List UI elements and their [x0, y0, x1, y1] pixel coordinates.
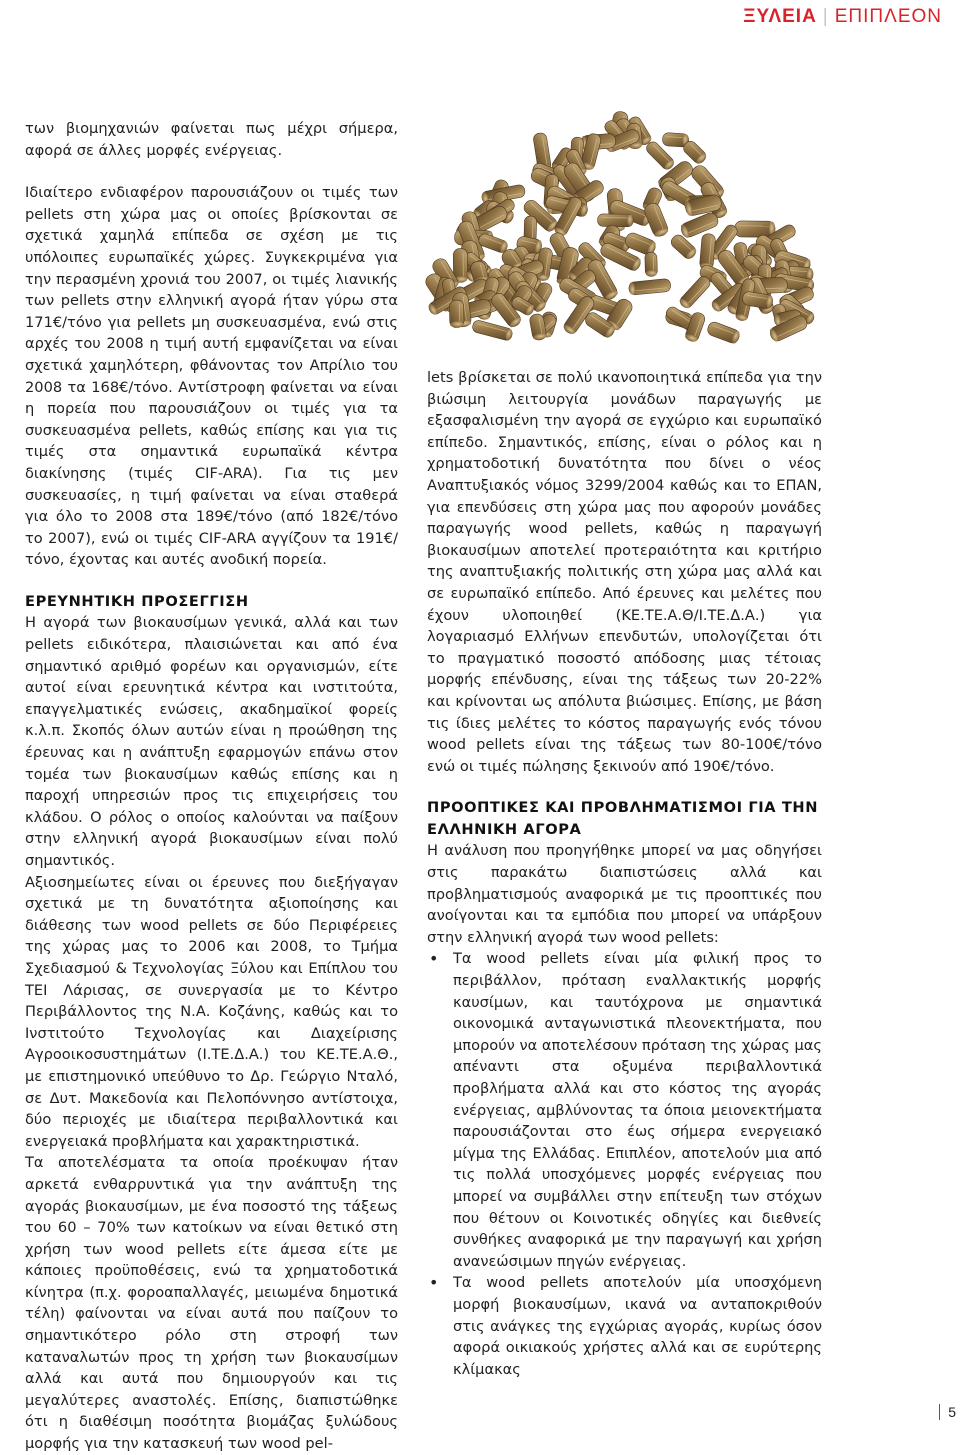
- paragraph: των βιομηχανιών φαίνεται πως μέχρι σήμερα, αφορά σε άλλες μορφές ενέργειας.: [25, 118, 398, 161]
- header-separator: |: [823, 6, 829, 27]
- right-column: [427, 367, 822, 1380]
- list-item: • Τα wood pellets είναι μία φιλική προς το περιβάλλον, πρόταση εναλλακτικής μορφής καυσίμων, και ταυτόχρονα με σημαντικά οικονομικά ανταγωνιστικά πλεονεκτήματα, που μπορούν να αποτελέσουν πρόταση της χώρας μας απέναντι στα οξυμένα περιβαλλοντικά προβλήματα αλλά και στο κόστος της αγοράς ενέργειας, αμβλύνοντας τα όποια μειονεκτήματα παρουσιάζονται στο έως σήμερα ενεργειακό μίγμα της Ελλάδας. Επιπλέον, αποτελούν μια από τις πολλά υποσχόμενες μορφές ενέργειας που μπορεί να συμβάλλει στην επίτευξη των στόχων που θέτουν οι Κοινοτικές οδηγίες και διεθνείς συνθήκες αναφορικά με την παραγωγή και χρήση ανανεώσιμων πηγών ενέργειας.: [427, 948, 822, 1272]
- section-name: ΞΥΛΕΙΑ: [743, 6, 817, 27]
- running-header: [743, 6, 942, 28]
- paragraph: Ιδιαίτερο ενδιαφέρον παρουσιάζουν οι τιμές των pellets στη χώρα μας οι οποίες βρίσκονται σε σχετικά χαμηλά επίπεδα σε σχέση με τις υπόλοιπες ευρωπαϊκές χώρες. Συγκεκριμένα για την περασμένη χρονιά του 2007, οι τιμές λιανικής των pellets στην ελληνική αγορά ήταν γύρω στα 171€/τόνο για pellets μη συσκευασμένα, ενώ στις αρχές του 2008 η τιμή αυτή εμφανίζεται να είναι σχετικά χαμηλότερη, φθάνοντας τον Απρίλιο του 2008 τα 168€/τόνο. Αντίστροφη φαίνεται να είναι η πορεία που παρουσιάζουν οι τιμές για τα συσκευασμένα pellets, καθώς επίσης και για τις τιμές στα σημαντικά ευρωπαϊκά κέντρα διακίνησης (τιμές CIF-ARA). Για τις μεν συσκευασίες, η τιμή φαίνεται να είναι σταθερά για όλο το 2008 στα 189€/τόνο (από 182€/τόνο το 2007), ενώ οι τιμές CIF-ARA αγγίζουν τα 191€/τόνο, έχοντας και αυτές ανοδική πορεία.: [25, 182, 398, 571]
- paragraph: lets βρίσκεται σε πολύ ικανοποιητικά επίπεδα για την βιώσιμη λειτουργία μονάδων παραγωγής με εξασφαλισμένη την αγορά σε εγχώριο και ευρωπαϊκό επίπεδο. Σημαντικός, επίσης, είναι ο ρόλος και η χρηματοδοτική δυνατότητα που δίνει ο νέος Αναπτυξιακός νόμος 3299/2004 καθώς και το ΕΠΑΝ, για επενδύσεις στη χώρα μας που αφορούν μονάδες παραγωγής wood pellets, καθώς η παραγωγή βιοκαυσίμων αποτελεί προτεραιότητα και κριτήριο της αναπτυξιακής πολιτικής στη χώρα μας αλλά και σε ευρωπαϊκό επίπεδο. Από έρευνες και μελέτες που έχουν υλοποιηθεί (ΚΕ.ΤΕ.Α.Θ/Ι.ΤΕ.Δ.Α.) για λογαριασμό Ελλήνων επενδυτών, υπολογίζεται ότι το πραγματικό ποσοστό απόδοσης μιας τέτοιας μορφής επένδυσης, είναι της τάξεως των 20-22% και κρίνονται ως απόλυτα βιώσιμες. Επίσης, με βάση τις ίδιες μελέτες το κόστος παραγωγής ενός τόνου wood pellets είναι της τάξεως των 80-100€/τόνο ενώ οι τιμές πώλησης ξεκινούν από 190€/τόνο.: [427, 367, 822, 777]
- page-number: 5: [939, 1404, 956, 1420]
- section-heading: ΕΡΕΥΝΗΤΙΚΗ ΠΡΟΣΕΓΓΙΣΗ: [25, 591, 398, 613]
- paragraph: Η ανάλυση που προηγήθηκε μπορεί να μας οδηγήσει στις παρακάτω διαπιστώσεις αλλά και προβληματισμούς αναφορικά με τις προοπτικές που ανοίγονται και τα εμπόδια που μπορεί να υπάρξουν στην ελληνική αγορά των wood pellets:: [427, 840, 822, 948]
- section-subtitle: ΕΠΙΠΛΕΟΝ: [835, 6, 942, 27]
- section-heading: ΠΡΟΟΠΤΙΚΕΣ ΚΑΙ ΠΡΟΒΛΗΜΑΤΙΣΜΟΙ ΓΙΑ ΤΗΝ ΕΛΛΗΝΙΚΗ ΑΓΟΡΑ: [427, 797, 822, 840]
- bullet-list: [427, 948, 822, 1380]
- wood-pellets-photo: [420, 84, 820, 366]
- left-column: [25, 118, 398, 1455]
- paragraph: Αξιοσημείωτες είναι οι έρευνες που διεξήγαγαν σχετικά με τη δυνατότητα αξιοποίησης και διάθεσης των wood pellets σε δύο Περιφέρειες της χώρας μας το 2006 και 2008, το Τμήμα Σχεδιασμού & Τεχνολογίας Ξύλου και Επίπλου του ΤΕΙ Λάρισας, σε συνεργασία με το Κέντρο Περιβάλλοντος της Ν.Α. Κοζάνης, καθώς και το Ινστιτούτο Τεχνολογίας και Διαχείρισης Αγροοικοσυστημάτων (Ι.ΤΕ.Δ.Α.) του ΚΕ.ΤΕ.Α.Θ., με επιστημονικό υπεύθυνο το Δρ. Γεώργιο Νταλό, σε Δυτ. Μακεδονία και Πελοπόννησο αντίστοιχα, δύο περιοχές με ιδιαίτερα περιβαλλοντικά και ενεργειακά προβλήματα και χαρακτηριστικά.: [25, 872, 398, 1153]
- paragraph: Τα αποτελέσματα τα οποία προέκυψαν ήταν αρκετά ενθαρρυντικά για την ανάπτυξη της αγοράς βιοκαυσίμων, με ένα ποσοστό της τάξεως του 60 – 70% των κατοίκων να είναι θετικό στη χρήση των wood pellets είτε άμεσα είτε με κάποιες προϋποθέσεις, ενώ τα χρηματοδοτικά κίνητρα (π.χ. φοροαπαλλαγές, μειωμένα δημοτικά τέλη) φαίνονται να είναι αυτά που παίζουν το σημαντικότερο ρόλο στη στροφή των καταναλωτών προς τη χρήση των βιοκαυσίμων αλλά και αυτά που δημιουργούν και τις μεγαλύτερες αναστολές. Επίσης, διαπιστώθηκε ότι η διαθέσιμη ποσότητα βιομάζας ξυλώδους μορφής για την κατασκευή των wood pel-: [25, 1152, 398, 1454]
- paragraph: Η αγορά των βιοκαυσίμων γενικά, αλλά και των pellets ειδικότερα, πλαισιώνεται και από ένα σημαντικό αριθμό φορέων και οργανισμών, είτε αυτοί είναι ερευνητικά κέντρα και ινστιτούτα, επαγγελματικές ενώσεις, ακαδημαϊκοί φορείς κ.λ.π. Σκοπός όλων αυτών είναι η προώθηση της έρευνας και η ανάπτυξη εφαρμογών επάνω στον τομέα των βιοκαυσίμων καθώς επίσης και η παροχή υπηρεσιών προς τις επιχειρήσεις του κλάδου. Ο ρόλος ο οποίος καλούνται να παίξουν στην ελληνική αγορά βιοκαυσίμων είναι πολύ σημαντικός.: [25, 612, 398, 871]
- list-item: • Τα wood pellets αποτελούν μία υποσχόμενη μορφή βιοκαυσίμων, ικανά να ανταποκριθούν στις ανάγκες της εγχώριας αγοράς, κυρίως όσον αφορά οικιακούς χρήστες αλλά και σε ευρύτερης κλίμακας: [427, 1272, 822, 1380]
